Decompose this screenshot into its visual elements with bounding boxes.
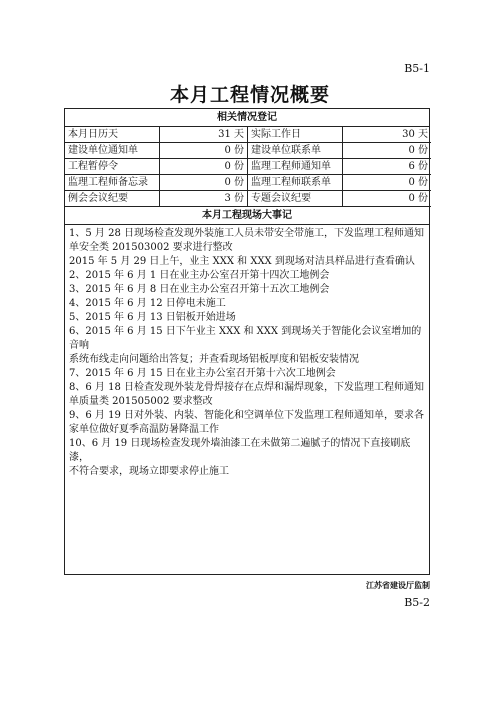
event-line: 4、2015 年 6 月 12 日停电未施工 (69, 298, 226, 309)
event-line: 6、2015 年 6 月 15 日下午业主 XXX 和 XXX 到现场关于智能化会议室增加的音响 (69, 326, 422, 351)
row-label: 监理工程师联系单 (248, 175, 343, 191)
event-line: 家单位做好夏季高温防暑降温工作 (69, 424, 219, 435)
event-line: 5、2015 年 6 月 13 日铝板开始进场 (69, 312, 236, 323)
row-label: 建设单位通知单 (65, 143, 160, 159)
row-label: 监理工程师备忘录 (65, 175, 160, 191)
page-title: 本月工程情况概要 (169, 84, 330, 106)
summary-form (64, 108, 430, 575)
row-value: 6 份 (343, 159, 431, 175)
row-value: 0 份 (160, 159, 248, 175)
row-value: 0 份 (160, 143, 248, 159)
form-code-top: B5-1 (404, 62, 430, 75)
event-line: 10、6 月 19 日现场检查发现外墙油漆工在未做第二遍腻子的情况下直接刷底漆， (69, 438, 411, 463)
event-line: 7、2015 年 6 月 15 日在业主办公室召开第十六次工地例会 (69, 368, 336, 379)
row-value: 0 份 (343, 191, 431, 207)
row-value: 0 份 (343, 175, 431, 191)
row-label: 本月日历天 (65, 127, 160, 143)
event-line: 1、5 月 28 日现场检查发现外装施工人员未带安全带施工，下发监理工程师通知 (69, 228, 424, 239)
form-code-bottom: B5-2 (404, 596, 430, 609)
section-events-title: 本月工程现场大事记 (65, 207, 429, 225)
row-value: 31 天 (160, 127, 248, 143)
row-label: 例会会议纪要 (65, 191, 160, 207)
event-line: 单安全类 201503002 要求进行整改 (69, 242, 233, 253)
row-value: 0 份 (160, 175, 248, 191)
events-list (65, 225, 429, 481)
event-line: 不符合要求，现场立即要求停止施工 (69, 466, 229, 477)
event-line: 2015 年 5 月 29 日上午，业主 XXX 和 XXX 到现场对洁具样品进行查看确认 (69, 256, 415, 267)
issuer-stamp: 江苏省建设厅监制 (366, 581, 430, 590)
row-value: 0 份 (343, 143, 431, 159)
event-line: 9、6 月 19 日对外装、内装、智能化和空调单位下发监理工程师通知单，要求各 (69, 410, 424, 421)
row-label: 专题会议纪要 (248, 191, 343, 207)
row-value: 3 份 (160, 191, 248, 207)
row-label: 工程暂停令 (65, 159, 160, 175)
row-label: 实际工作日 (248, 127, 343, 143)
event-line: 单质量类 201505002 要求整改 (69, 396, 213, 407)
section-registration-title: 相关情况登记 (65, 109, 429, 127)
row-value: 30 天 (343, 127, 431, 143)
row-label: 监理工程师通知单 (248, 159, 343, 175)
event-line: 系统布线走向问题给出答复；并查看现场铝板厚度和铝板安装情况 (69, 354, 359, 365)
row-label: 建设单位联系单 (248, 143, 343, 159)
event-line: 2、2015 年 6 月 1 日在业主办公室召开第十四次工地例会 (69, 270, 330, 281)
event-line: 8、6 月 18 日检查发现外装龙骨焊接存在点焊和漏焊现象，下发监理工程师通知 (69, 382, 424, 393)
event-line: 3、2015 年 6 月 8 日在业主办公室召开第十五次工地例会 (69, 284, 330, 295)
registration-grid (65, 127, 429, 207)
